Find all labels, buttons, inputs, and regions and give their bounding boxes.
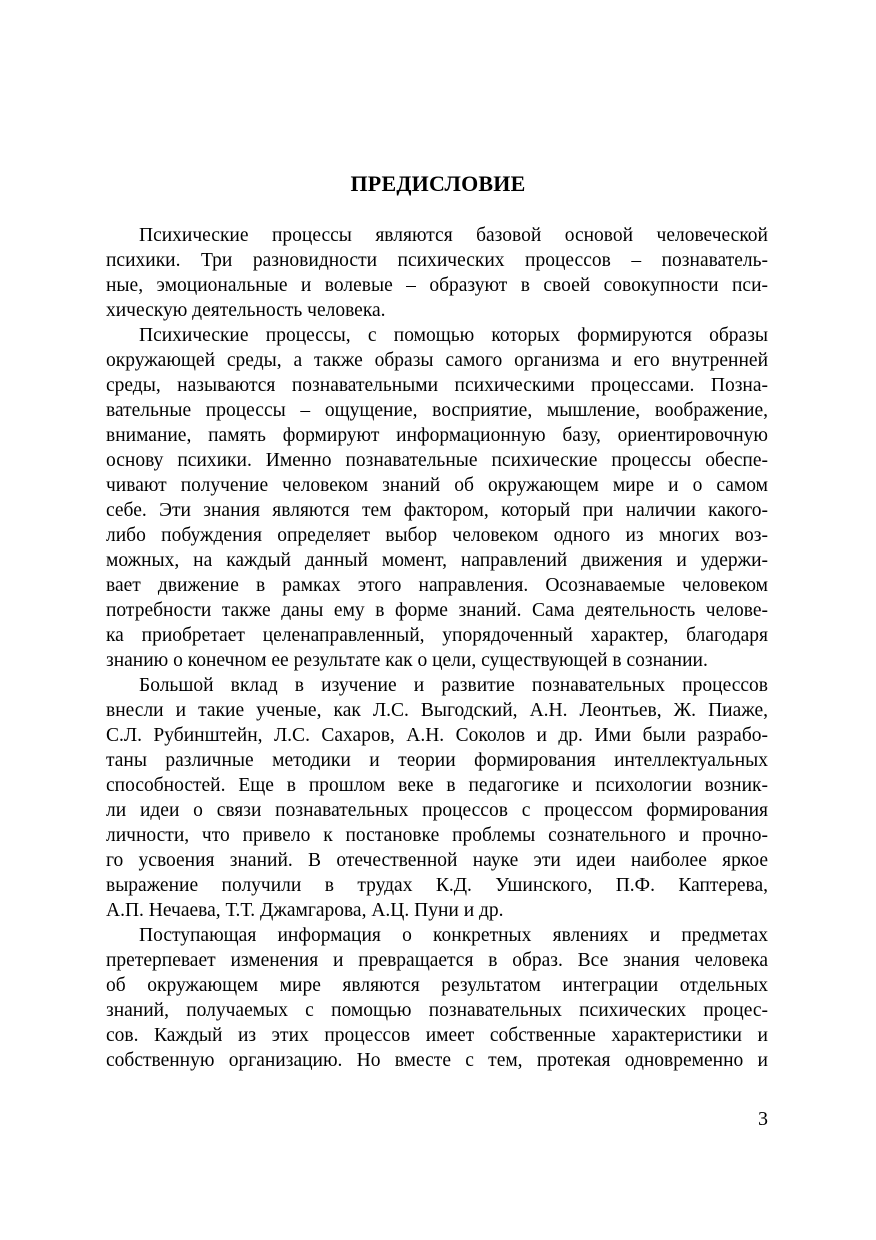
text-line: внимание, память формируют информационную базу, ориентировочную <box>106 425 768 446</box>
text-line: личности, что привело к постановке проблемы сознательного и прочно- <box>106 825 768 846</box>
text-line: Поступающая информация о конкретных явлениях и предметах <box>139 925 768 946</box>
text-line: знанию о конечном ее результате как о цели, существующей в сознании. <box>106 650 708 671</box>
text-line: выражение получили в трудах К.Д. Ушинского, П.Ф. Каптерева, <box>106 875 768 896</box>
paragraph <box>106 223 768 323</box>
paragraph <box>106 323 768 673</box>
text-line: ные, эмоциональные и волевые – образуют в своей совокупности пси- <box>106 275 768 296</box>
text-line: внесли и такие ученые, как Л.С. Выгодский, А.Н. Леонтьев, Ж. Пиаже, <box>106 700 768 721</box>
text-line: либо побуждения определяет выбор человеком одного из многих воз- <box>106 525 768 546</box>
text-line: Психические процессы, с помощью которых формируются образы <box>139 325 768 346</box>
text-line: сов. Каждый из этих процессов имеет собственные характеристики и <box>106 1025 768 1046</box>
text-line: потребности также даны ему в форме знаний. Сама деятельность челове- <box>106 600 768 621</box>
text-line: таны различные методики и теории формирования интеллектуальных <box>106 750 768 771</box>
page-number: 3 <box>758 1108 768 1130</box>
text-line: основу психики. Именно познавательные психические процессы обеспе- <box>106 450 768 471</box>
text-line: С.Л. Рубинштейн, Л.С. Сахаров, А.Н. Соколов и др. Ими были разрабо- <box>106 725 768 746</box>
text-line: ли идеи о связи познавательных процессов с процессом формирования <box>106 800 768 821</box>
paragraph <box>106 673 768 923</box>
page-title: ПРЕДИСЛОВИЕ <box>350 171 526 196</box>
text-line: Большой вклад в изучение и развитие познавательных процессов <box>139 675 768 696</box>
text-line: вает движение в рамках этого направления. Осознаваемые человеком <box>106 575 768 596</box>
text-line: претерпевает изменения и превращается в образ. Все знания человека <box>106 950 768 971</box>
text-line: можных, на каждый данный момент, направлений движения и удержи- <box>106 550 768 571</box>
text-line: способностей. Еще в прошлом веке в педагогике и психологии возник- <box>106 775 768 796</box>
text-line: ка приобретает целенаправленный, упорядоченный характер, благодаря <box>106 625 768 646</box>
text-line: хическую деятельность человека. <box>106 300 386 321</box>
text-line: среды, называются познавательными психическими процессами. Позна- <box>106 375 768 396</box>
text-line: знаний, получаемых с помощью познавательных психических процес- <box>106 1000 768 1021</box>
text-line: чивают получение человеком знаний об окружающем мире и о самом <box>106 475 768 496</box>
text-line: психики. Три разновидности психических процессов – познаватель- <box>106 250 768 271</box>
text-line: себе. Эти знания являются тем фактором, который при наличии какого- <box>106 500 768 521</box>
paragraph <box>106 923 768 1073</box>
text-line: об окружающем мире являются результатом интеграции отдельных <box>106 975 768 996</box>
text-line: собственную организацию. Но вместе с тем, протекая одновременно и <box>106 1050 768 1071</box>
text-line: окружающей среды, а также образы самого организма и его внутренней <box>106 350 768 371</box>
text-line: го усвоения знаний. В отечественной науке эти идеи наиболее яркое <box>106 850 768 871</box>
body-text <box>106 223 768 1073</box>
text-line: вательные процессы – ощущение, восприятие, мышление, воображение, <box>106 400 768 421</box>
text-line: Психические процессы являются базовой основой человеческой <box>139 225 768 246</box>
text-line: А.П. Нечаева, Т.Т. Джамгарова, А.Ц. Пуни и др. <box>106 900 504 921</box>
